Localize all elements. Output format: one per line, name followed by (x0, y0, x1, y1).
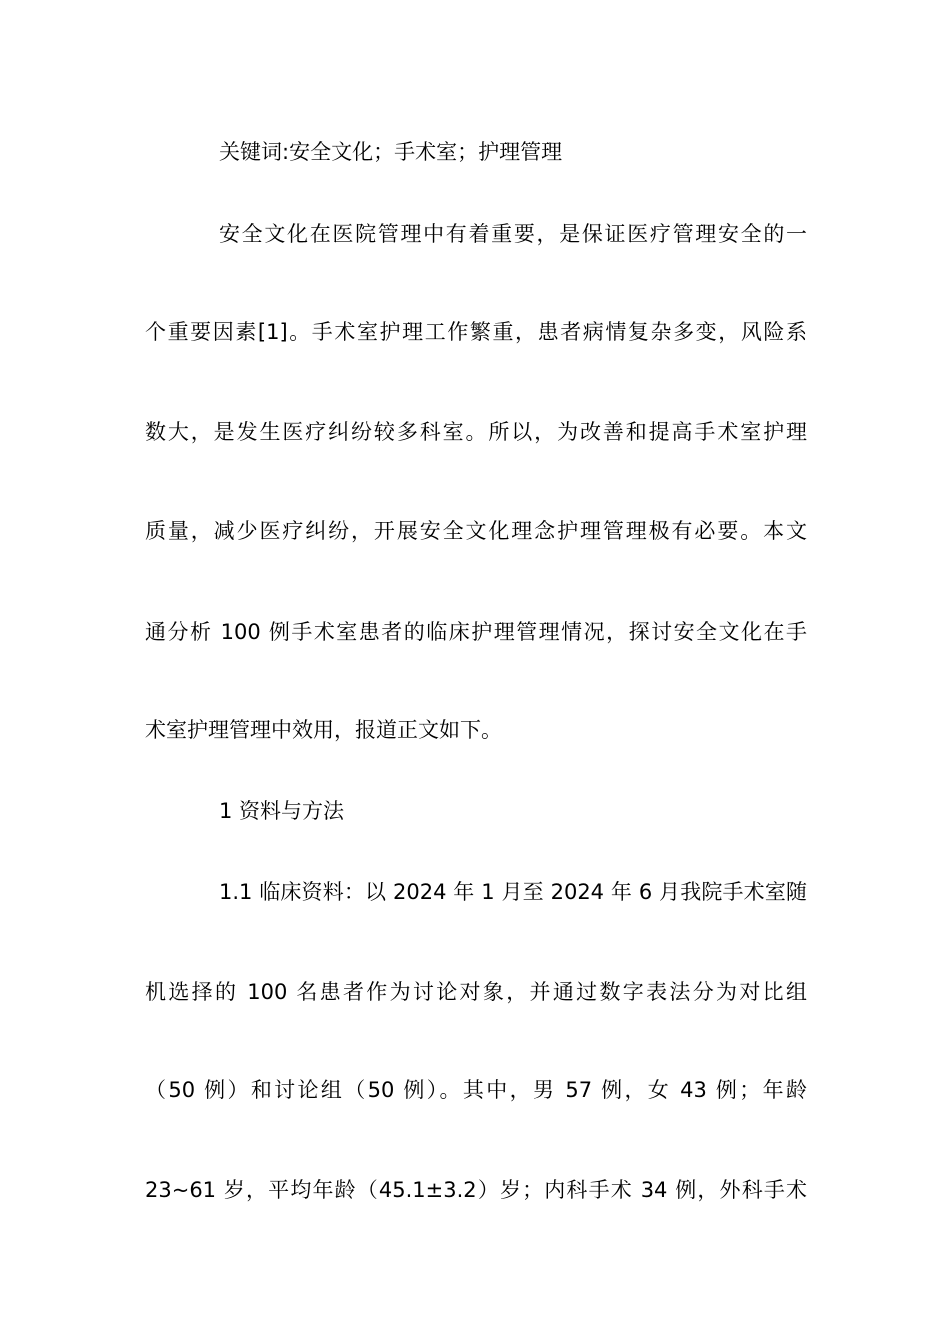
keywords-line: 关键词:安全文化；手术室；护理管理 (219, 140, 563, 164)
paragraph-line: 23~61 岁，平均年龄（45.1±3.2）岁；内科手术 34 例，外科手术 (145, 1178, 807, 1202)
paragraph-line: 个重要因素[1]。手术室护理工作繁重，患者病情复杂多变，风险系 (145, 320, 807, 344)
paragraph-line: （50 例）和讨论组（50 例）。其中，男 57 例，女 43 例；年龄 (145, 1078, 807, 1102)
paragraph-line: 数大，是发生医疗纠纷较多科室。所以，为改善和提高手术室护理 (145, 420, 807, 444)
paragraph-line: 1.1 临床资料：以 2024 年 1 月至 2024 年 6 月我院手术室随 (219, 880, 807, 904)
paragraph-line: 术室护理管理中效用，报道正文如下。 (145, 718, 502, 742)
paragraph-line: 通分析 100 例手术室患者的临床护理管理情况，探讨安全文化在手 (145, 620, 807, 644)
paragraph-line: 安全文化在医院管理中有着重要，是保证医疗管理安全的一 (219, 222, 807, 246)
paragraph-line: 机选择的 100 名患者作为讨论对象，并通过数字表法分为对比组 (145, 980, 807, 1004)
paragraph-line: 质量，减少医疗纠纷，开展安全文化理念护理管理极有必要。本文 (145, 519, 807, 543)
section-heading: 1 资料与方法 (219, 799, 345, 823)
